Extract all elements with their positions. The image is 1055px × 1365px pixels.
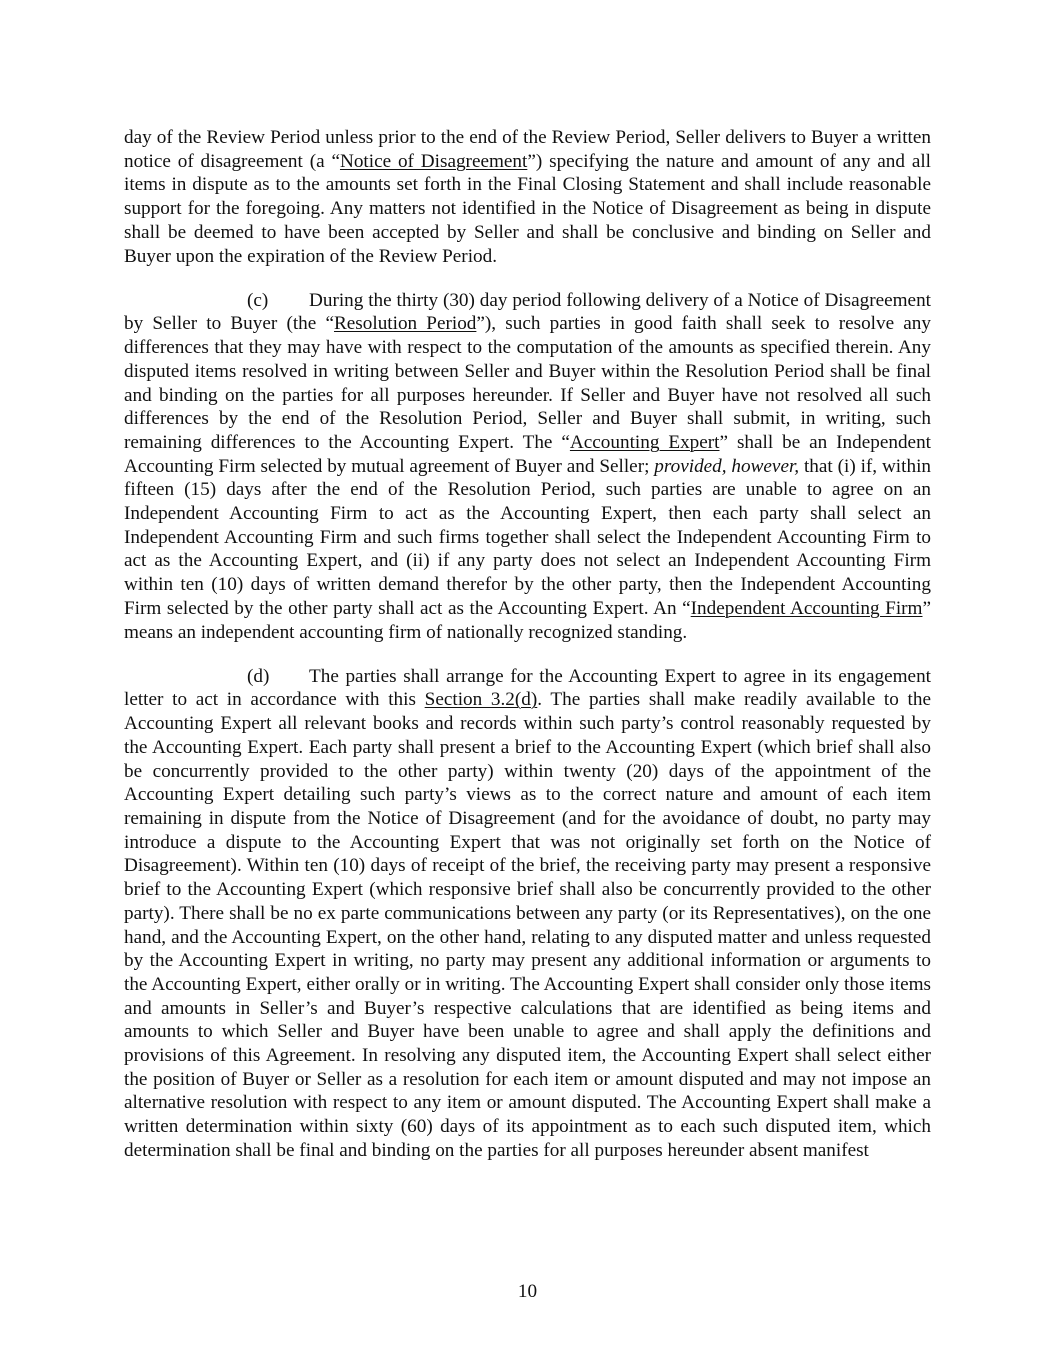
defined-term-notice-of-disagreement: Notice of Disagreement [339,150,528,172]
page-number: 10 [517,1281,538,1302]
paragraph-d [124,665,931,1163]
defined-term-resolution-period: Resolution Period [333,313,477,335]
text-run: day of the Review Period unless prior to the end of the Review Period, Seller delivers to Buyer a written notice of disagreement (a “ [124,127,931,172]
text-run: . The parties shall make readily available to the Accounting Expert all relevant books and records within such party’s control reasonably requested by the Accounting Expert. Each party shall present a brief to the Accounting Expert (which brief shall also be concurrently provided to the other party) within twenty (20) days of the appointment of the Accounting Expert detailing such party’s views as to the correct nature and amount of each item remaining in dispute from the Notice of Disagreement (and for the avoidance of doubt, no party may introduce a dispute to the Accounting Expert that was not originally set forth on the Notice of Disagreement). Within ten (10) days of receipt of the brief, the receiving party may present a responsive brief to the Accounting Expert (which responsive brief shall also be concurrently provided to the other party). There shall be no ex parte communications between any party (or its Representatives), on the one hand, and the Accounting Expert, on the other hand, relating to any disputed matter and unless requested by the Accounting Expert in writing, no party may present any additional information or arguments to the Accounting Expert, either orally or in writing. The Accounting Expert shall consider only those items and amounts in Seller’s and Buyer’s respective calculations that are identified as being items and amounts to which Seller and Buyer have been unable to agree and shall apply the definitions and provisions of this Agreement. In resolving any disputed item, the Accounting Expert shall select either the position of Buyer or Seller as a resolution for each item or amount disputed and may not impose an alternative resolution with respect to any item or amount disputed. The Accounting Expert shall make a written determination within sixty (60) days of its appointment as to each such disputed item, which determination shall be final and binding on the parties for all purposes hereunder absent manifest [124,689,931,1161]
text-run: ”) specifying the nature and amount of any and all items in dispute as to the amounts set forth in the Final Closing Statement and shall include reasonable support for the foregoing. Any matters not identified in the Notice of Disagreement as being in dispute shall be deemed to have been accepted by Seller and shall be conclusive and binding on Seller and Buyer upon the expiration of the Review Period. [124,150,931,267]
defined-term-accounting-expert: Accounting Expert [569,431,720,453]
document-page [124,126,931,1163]
section-label-d: (d) [247,665,270,687]
text-run: ”), such parties in good faith shall seek to resolve any differences that they may have with respect to the computation of the amounts as specified therein. Any disputed items resolved in writing between Seller and Buyer within the Resolution Period shall be final and binding on the parties for all purposes hereunder. If Seller and Buyer have not resolved all such differences by the end of the Resolution Period, Seller and Buyer shall submit, in writing, such remaining differences to the Accounting Expert. The “ [124,313,931,453]
text-run: The parties shall arrange for the Accounting Expert to agree in its engagement letter to act in accordance with this [124,665,931,711]
defined-term-independent-accounting-firm: Independent Accounting Firm [690,597,923,619]
text-run: ” means an independent accounting firm of nationally recognized standing. [124,597,932,643]
section-reference-link: Section 3.2(d) [424,689,538,711]
text-run: ” shall be an Independent Accounting Firm selected by mutual agreement of Buyer and Seller; [124,431,932,477]
text-run: During the thirty (30) day period following delivery of a Notice of Disagreement by Seller to Buyer (the “ [124,289,931,335]
paragraph-c [124,289,931,645]
paragraph-b-continuation [124,126,931,268]
text-run: that (i) if, within fifteen (15) days after the end of the Resolution Period, such parties are unable to agree on an Independent Accounting Firm to act as the Accounting Expert, then each party shall select an Independent Accounting Firm and such firms together shall select the Independent Accounting Firm to act as the Accounting Expert, and (ii) if any party does not select an Independent Accounting Firm within ten (10) days of written demand therefor by the other party, then the Independent Accounting Firm selected by the other party shall act as the Accounting Expert. An “ [124,455,931,619]
proviso-italic: provided, however, [654,455,800,477]
section-label-c: (c) [247,289,269,311]
